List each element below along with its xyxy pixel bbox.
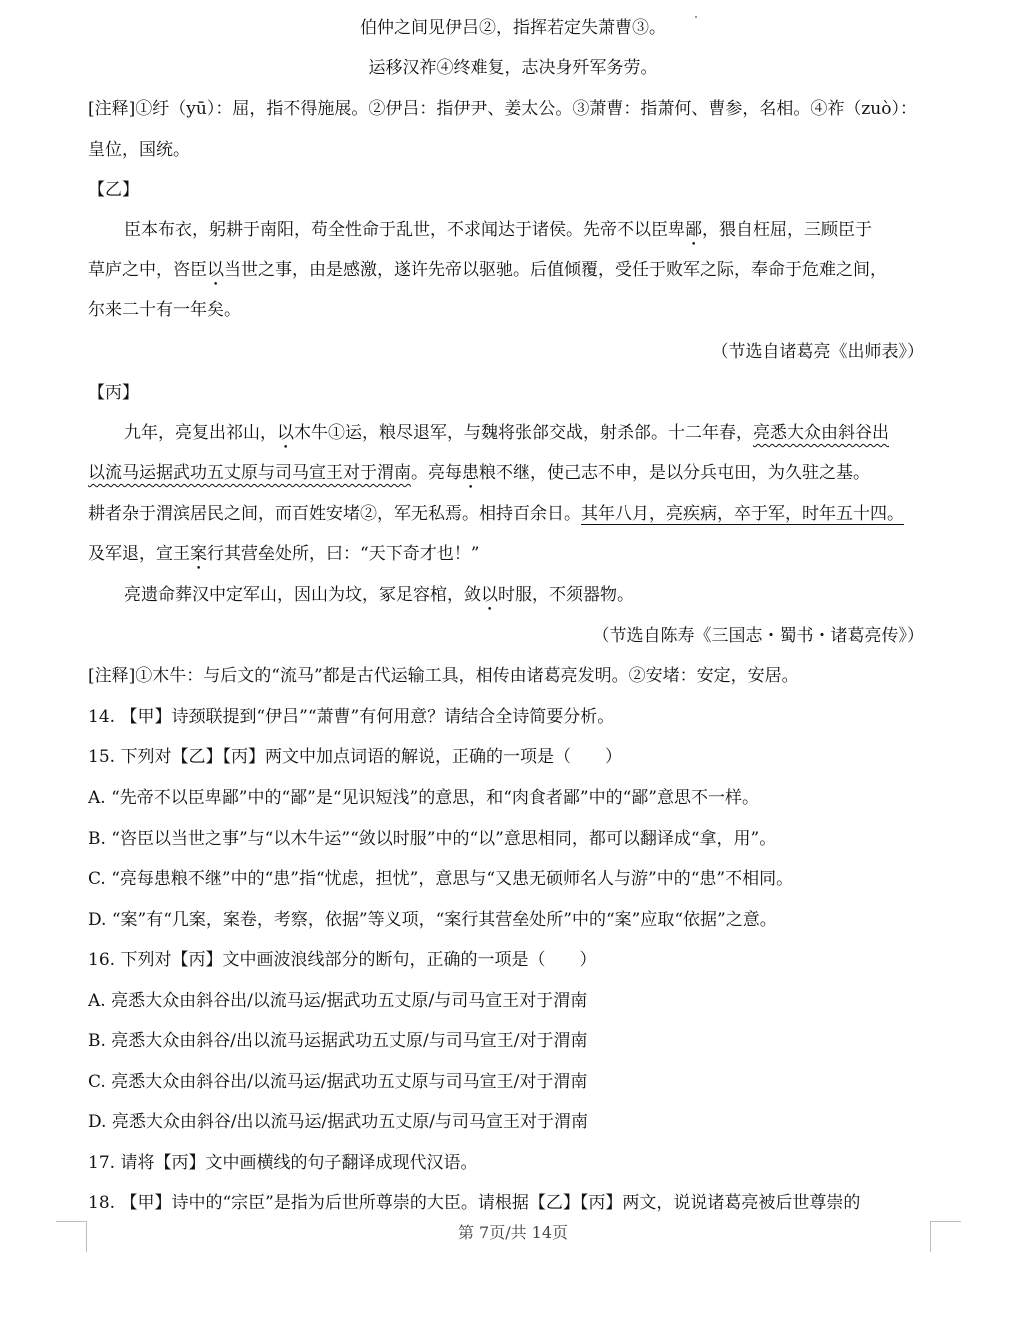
bing-paragraph-line-4: 及军退，宣王案行其营垒处所，曰：“天下奇才也！” [88,544,480,564]
bing-paragraph-line-2: 以流马运据武功五丈原与司马宣王对于渭南。亮每患粮不继，使己志不申，是以分兵屯田，为久驻之基。 [88,463,870,483]
dotted-word: 鄙 [685,220,702,240]
bing-paragraph-line-3: 耕者杂于渭滨居民之间，而百姓安堵②，军无私焉。相持百余日。其年八月，亮疾病，卒于军，时年五十四。 [88,504,904,524]
question-14: 14. 【甲】诗颈联提到“伊吕”“萧曹”有何用意？请结合全诗简要分析。 [88,707,615,727]
bing-paragraph-line-5: 亮遗命葬汉中定军山，因山为坟，冢足容棺，敛以时服，不须器物。 [124,585,634,605]
question-17: 17. 请将【丙】文中画横线的句子翻译成现代汉语。 [88,1153,478,1173]
question-16-option-a: A. 亮悉大众由斜谷出/以流马运/据武功五丈原/与司马宣王对于渭南 [88,991,588,1011]
question-18: 18. 【甲】诗中的“宗臣”是指为后世所尊崇的大臣。请根据【乙】【丙】两文，说说诸葛亮被后世尊崇的 [88,1193,861,1213]
question-16-option-c: C. 亮悉大众由斜谷出/以流马运/据武功五丈原与司马宣王/对于渭南 [88,1072,588,1092]
bing-paragraph-line-1: 九年，亮复出祁山，以木牛①运，粮尽退军，与魏将张郃交战，射杀郃。十二年春，亮悉大众由斜谷出 [124,423,889,443]
underlined-sentence: 其年八月，亮疾病，卒于军，时年五十四。 [581,504,904,524]
question-15-option-d: D. “案”有“几案，案卷，考察，依据”等义项，“案行其营垒处所”中的“案”应取“依据”之意。 [88,910,777,930]
question-15: 15. 下列对【乙】【丙】两文中加点词语的解说，正确的一项是（ ） [88,747,622,767]
poem-line-2: 运移汉祚④终难复，志决身歼军务劳。 [368,58,658,78]
dotted-word: 以 [207,260,224,280]
question-15-option-a: A. “先帝不以臣卑鄙”中的“鄙”是“见识短浅”的意思，和“肉食者鄙”中的“鄙”意思不一样。 [88,788,759,808]
section-bing-heading: 【丙】 [88,383,139,403]
yi-paragraph-line-2: 草庐之中，咨臣以当世之事，由是感激，遂许先帝以驱驰。后值倾覆，受任于败军之际，奉命于危难之间， [88,260,887,280]
question-15-option-b: B. “咨臣以当世之事”与“以木牛运”“敛以时服”中的“以”意思相同，都可以翻译成“拿，用”。 [88,829,777,849]
question-16-option-d: D. 亮悉大众由斜谷/出以流马运/据武功五丈原/与司马宣王对于渭南 [88,1112,589,1132]
dotted-word: 以 [481,585,498,605]
dotted-word: 患 [462,463,479,483]
yi-paragraph-line-3: 尔来二十有一年矣。 [88,300,241,320]
note-jia-line-1: [注释]①纡（yū）：屈，指不得施展。②伊吕：指伊尹、姜太公。③萧曹：指萧何、曹参，名相。④祚（zuò）： [88,99,917,119]
dotted-word: 以 [277,423,294,443]
poem-line-1: 伯仲之间见伊吕②，指挥若定失萧曹③。 [360,18,666,38]
page-number-footer: 第 7页/共 14页 [457,1223,569,1242]
wavy-underlined-text: 亮悉大众由斜谷出 [753,423,889,443]
note-bing: [注释]①木牛：与后文的“流马”都是古代运输工具，相传由诸葛亮发明。②安堵：安定，安居。 [88,666,799,686]
yi-paragraph-line-1: 臣本布衣，躬耕于南阳，苟全性命于乱世，不求闻达于诸侯。先帝不以臣卑鄙，猥自枉屈，三顾臣于 [124,220,872,240]
bing-source: （节选自陈寿《三国志・蜀书・诸葛亮传》） [592,626,924,646]
dotted-word: 案 [190,544,207,564]
question-15-option-c: C. “亮每患粮不继”中的“患”指“忧虑，担忧”，意思与“又患无硕师名人与游”中的“患”不相同。 [88,869,794,889]
question-16-option-b: B. 亮悉大众由斜谷/出以流马运据武功五丈原/与司马宣王/对于渭南 [88,1031,588,1051]
section-yi-heading: 【乙】 [88,180,139,200]
note-jia-line-2: 皇位，国统。 [88,140,190,160]
question-16: 16. 下列对【丙】文中画波浪线部分的断句，正确的一项是（ ） [88,950,597,970]
yi-source: （节选自诸葛亮《出师表》） [711,342,924,362]
wavy-underlined-text: 以流马运据武功五丈原与司马宣王对于渭南 [88,463,411,483]
